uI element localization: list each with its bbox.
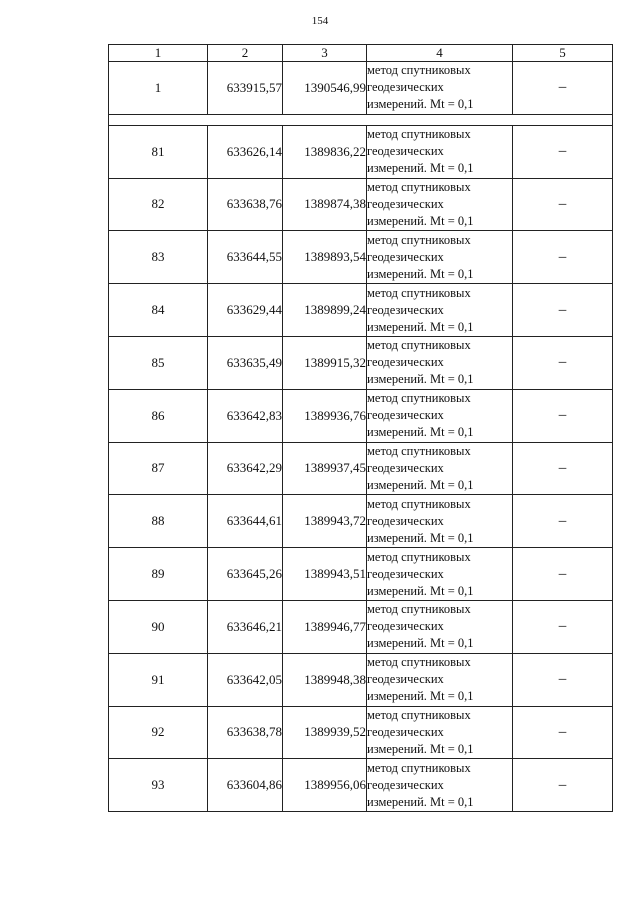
table-row <box>109 125 613 178</box>
coordinate-y: 1389874,38 <box>283 178 367 231</box>
coordinate-x: 633604,86 <box>208 759 283 812</box>
method-line: геодезических <box>367 513 444 528</box>
coordinate-x: 633626,14 <box>208 125 283 178</box>
method-line: метод спутниковых <box>367 63 471 78</box>
coordinate-x: 633644,61 <box>208 495 283 548</box>
method-description <box>367 62 513 115</box>
method-line: геодезических <box>367 144 444 159</box>
coordinate-x: 633642,05 <box>208 653 283 706</box>
method-line: измерений. Mt = 0,1 <box>367 530 474 545</box>
method-line: метод спутниковых <box>367 127 471 142</box>
header-col-4: 4 <box>367 45 513 62</box>
method-line: метод спутниковых <box>367 179 471 194</box>
method-line: геодезических <box>367 566 444 581</box>
table-row <box>109 548 613 601</box>
note-dash: – <box>513 336 613 389</box>
coordinate-x: 633629,44 <box>208 284 283 337</box>
coordinate-y: 1389943,51 <box>283 548 367 601</box>
point-number: 93 <box>109 759 208 812</box>
method-description <box>367 706 513 759</box>
table-gap-row <box>109 114 613 125</box>
table-row <box>109 62 613 115</box>
point-number: 84 <box>109 284 208 337</box>
method-line: геодезических <box>367 302 444 317</box>
coordinate-y: 1389937,45 <box>283 442 367 495</box>
method-line: измерений. Mt = 0,1 <box>367 266 474 281</box>
coordinate-y: 1389948,38 <box>283 653 367 706</box>
method-line: измерений. Mt = 0,1 <box>367 477 474 492</box>
method-line: измерений. Mt = 0,1 <box>367 213 474 228</box>
header-col-3: 3 <box>283 45 367 62</box>
method-description <box>367 442 513 495</box>
coordinates-table <box>108 44 613 812</box>
coordinate-y: 1389956,06 <box>283 759 367 812</box>
method-line: измерений. Mt = 0,1 <box>367 689 474 704</box>
coordinate-y: 1389936,76 <box>283 389 367 442</box>
method-line: метод спутниковых <box>367 655 471 670</box>
method-line: метод спутниковых <box>367 760 471 775</box>
note-dash: – <box>513 62 613 115</box>
note-dash: – <box>513 653 613 706</box>
table-row <box>109 759 613 812</box>
coordinate-y: 1389893,54 <box>283 231 367 284</box>
method-line: измерений. Mt = 0,1 <box>367 636 474 651</box>
coordinate-y: 1389943,72 <box>283 495 367 548</box>
header-col-1: 1 <box>109 45 208 62</box>
method-line: геодезических <box>367 80 444 95</box>
method-line: измерений. Mt = 0,1 <box>367 794 474 809</box>
table-row <box>109 178 613 231</box>
method-line: геодезических <box>367 460 444 475</box>
method-line: геодезических <box>367 724 444 739</box>
method-line: метод спутниковых <box>367 443 471 458</box>
method-description <box>367 548 513 601</box>
method-description <box>367 336 513 389</box>
method-line: метод спутниковых <box>367 391 471 406</box>
method-description <box>367 495 513 548</box>
coordinate-y: 1389939,52 <box>283 706 367 759</box>
coordinate-x: 633644,55 <box>208 231 283 284</box>
coordinate-x: 633645,26 <box>208 548 283 601</box>
coordinate-x: 633642,83 <box>208 389 283 442</box>
method-line: измерений. Mt = 0,1 <box>367 425 474 440</box>
point-number: 85 <box>109 336 208 389</box>
coordinate-x: 633635,49 <box>208 336 283 389</box>
method-line: геодезических <box>367 355 444 370</box>
method-line: измерений. Mt = 0,1 <box>367 583 474 598</box>
method-description <box>367 600 513 653</box>
table-row <box>109 231 613 284</box>
method-description <box>367 178 513 231</box>
method-description <box>367 231 513 284</box>
point-number: 90 <box>109 600 208 653</box>
coordinate-x: 633638,76 <box>208 178 283 231</box>
point-number: 1 <box>109 62 208 115</box>
coordinate-x: 633638,78 <box>208 706 283 759</box>
coordinate-y: 1389836,22 <box>283 125 367 178</box>
point-number: 89 <box>109 548 208 601</box>
method-description <box>367 759 513 812</box>
table-row <box>109 653 613 706</box>
coordinate-x: 633642,29 <box>208 442 283 495</box>
point-number: 92 <box>109 706 208 759</box>
note-dash: – <box>513 442 613 495</box>
method-line: метод спутниковых <box>367 232 471 247</box>
table-row <box>109 336 613 389</box>
note-dash: – <box>513 178 613 231</box>
table-row <box>109 600 613 653</box>
method-line: геодезических <box>367 777 444 792</box>
note-dash: – <box>513 389 613 442</box>
method-line: метод спутниковых <box>367 496 471 511</box>
coordinate-y: 1390546,99 <box>283 62 367 115</box>
method-description <box>367 653 513 706</box>
coordinate-x: 633646,21 <box>208 600 283 653</box>
method-line: метод спутниковых <box>367 549 471 564</box>
method-line: геодезических <box>367 408 444 423</box>
header-col-5: 5 <box>513 45 613 62</box>
note-dash: – <box>513 125 613 178</box>
method-line: метод спутниковых <box>367 602 471 617</box>
header-col-2: 2 <box>208 45 283 62</box>
note-dash: – <box>513 600 613 653</box>
coordinate-y: 1389899,24 <box>283 284 367 337</box>
note-dash: – <box>513 706 613 759</box>
note-dash: – <box>513 284 613 337</box>
table-gap-cell <box>109 114 613 125</box>
method-line: измерений. Mt = 0,1 <box>367 741 474 756</box>
method-description <box>367 125 513 178</box>
method-line: измерений. Mt = 0,1 <box>367 97 474 112</box>
table-row <box>109 284 613 337</box>
point-number: 81 <box>109 125 208 178</box>
coordinate-y: 1389915,32 <box>283 336 367 389</box>
point-number: 91 <box>109 653 208 706</box>
method-line: геодезических <box>367 619 444 634</box>
method-line: геодезических <box>367 196 444 211</box>
coordinate-y: 1389946,77 <box>283 600 367 653</box>
note-dash: – <box>513 495 613 548</box>
method-line: геодезических <box>367 672 444 687</box>
point-number: 83 <box>109 231 208 284</box>
coordinate-x: 633915,57 <box>208 62 283 115</box>
table-header-row <box>109 45 613 62</box>
note-dash: – <box>513 231 613 284</box>
table-row <box>109 389 613 442</box>
table-row <box>109 706 613 759</box>
method-line: измерений. Mt = 0,1 <box>367 319 474 334</box>
method-line: измерений. Mt = 0,1 <box>367 372 474 387</box>
method-description <box>367 389 513 442</box>
point-number: 87 <box>109 442 208 495</box>
method-line: измерений. Mt = 0,1 <box>367 161 474 176</box>
note-dash: – <box>513 759 613 812</box>
method-description <box>367 284 513 337</box>
method-line: метод спутниковых <box>367 338 471 353</box>
table-row <box>109 495 613 548</box>
method-line: метод спутниковых <box>367 285 471 300</box>
method-line: геодезических <box>367 249 444 264</box>
method-line: метод спутниковых <box>367 707 471 722</box>
table-row <box>109 442 613 495</box>
point-number: 88 <box>109 495 208 548</box>
point-number: 86 <box>109 389 208 442</box>
page-number: 154 <box>311 15 329 27</box>
point-number: 82 <box>109 178 208 231</box>
note-dash: – <box>513 548 613 601</box>
